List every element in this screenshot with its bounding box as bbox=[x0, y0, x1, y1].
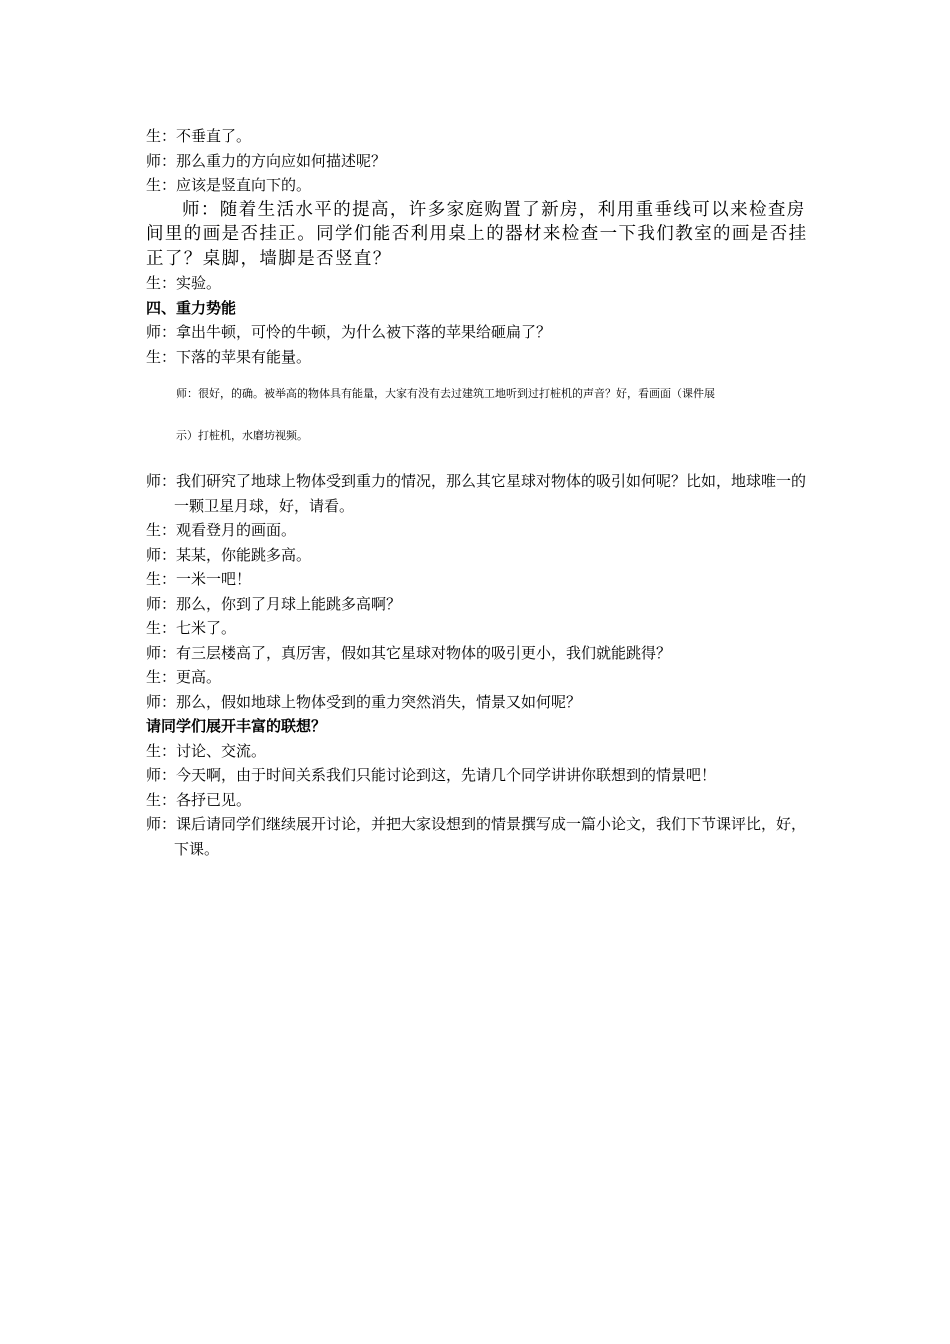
small-note bbox=[146, 373, 814, 457]
dialogue-line: 师：某某，你能跳多高。 bbox=[146, 545, 312, 564]
small-note-line: 师：很好，的确。被举高的物体具有能量，大家有没有去过建筑工地听到过打桩机的声音？好，看画面（课件展 bbox=[176, 387, 715, 400]
section-heading: 四、重力势能 bbox=[146, 298, 237, 317]
dialogue-line: 师：课后请同学们继续展开讨论，并把大家设想到的情景撰写成一篇小论文，我们下节课评比，好，下课。 bbox=[146, 815, 807, 858]
dialogue-line: 师：今天啊，由于时间关系我们只能讨论到这，先请几个同学讲讲你联想到的情景吧！ bbox=[146, 766, 717, 784]
dialogue-line: 生：不垂直了。 bbox=[146, 127, 252, 145]
dialogue-line: 师：拿出牛顿，可怜的牛顿，为什么被下落的苹果给砸扁了？ bbox=[146, 323, 552, 341]
dialogue-line: 师：那么，假如地球上物体受到的重力突然消失，情景又如何呢？ bbox=[146, 692, 582, 711]
dialogue-line: 师：那么重力的方向应如何描述呢？ bbox=[146, 151, 387, 170]
bold-question: 请同学们展开丰富的联想？ bbox=[146, 717, 327, 735]
dialogue-line: 师：那么，你到了月球上能跳多高啊？ bbox=[146, 594, 402, 613]
dialogue-line: 生：更高。 bbox=[146, 668, 222, 686]
dialogue-line: 生：一米一吧！ bbox=[146, 570, 252, 588]
dialogue-line: 生：实验。 bbox=[146, 274, 222, 292]
dialogue-line: 生：七米了。 bbox=[146, 619, 237, 637]
dialogue-line: 师：我们研究了地球上物体受到重力的情况，那么其它星球对物体的吸引如何呢？比如，地球唯一的一颗卫星月球，好，请看。 bbox=[146, 472, 807, 515]
dialogue-line: 生：下落的苹果有能量。 bbox=[146, 347, 312, 366]
dialogue-line: 生：观看登月的画面。 bbox=[146, 521, 297, 539]
dialogue-line: 生：讨论、交流。 bbox=[146, 741, 267, 760]
indented-paragraph: 师：随着生活水平的提高，许多家庭购置了新房，利用重垂线可以来检查房间里的画是否挂正。同学们能否利用桌上的器材来检查一下我们教室的画是否挂正了？桌脚，墙脚是否竖直？ bbox=[146, 199, 808, 269]
document-body bbox=[146, 124, 814, 861]
dialogue-line: 师：有三层楼高了，真厉害，假如其它星球对物体的吸引更小，我们就能跳得？ bbox=[146, 643, 672, 662]
dialogue-line: 生：应该是竖直向下的。 bbox=[146, 176, 312, 194]
dialogue-line: 生：各抒已见。 bbox=[146, 790, 252, 809]
small-note-line: 示）打桩机，水磨坊视频。 bbox=[176, 429, 308, 442]
